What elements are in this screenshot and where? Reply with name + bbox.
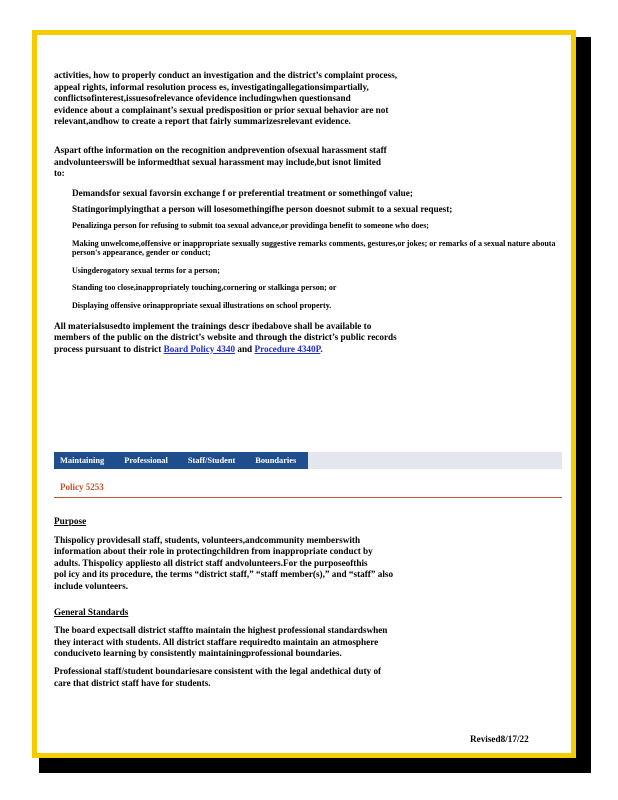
list-item: Demandsfor sexual favorsin exchange f or preferential treatment or somethingof value; [72, 187, 413, 198]
list-item: Displaying offensive orinappropriate sexual illustrations on school property. [72, 300, 332, 310]
apart-line: andvolunteerswill be informedthat sexual harassment may include,but isnot limited [54, 156, 381, 167]
materials-line: All materialsusedto implement the trainings descr ibedabove shall be available to [54, 320, 372, 331]
intro-line: conflictsofinterest,issuesofrelevance ofevidence includingwhen questionsand [54, 93, 351, 104]
and-word: and [237, 343, 253, 354]
intro-line: appeal rights, informal resolution process es, investigatingallegationsimpartially, [54, 81, 369, 92]
section-banner [54, 452, 562, 469]
materials-line: members of the public on the district’s website and through the district’s public records [54, 332, 397, 343]
intro-line: activities, how to properly conduct an investigation and the district’s complaint process, [54, 70, 398, 80]
policy-content [54, 516, 564, 689]
materials-line: process pursuant to district [54, 343, 162, 354]
purpose-line: Thispolicy providesall staff, students, volunteers,andcommunity memberswith [54, 534, 361, 545]
boundaries-line: care that district staff have for students. [54, 677, 211, 688]
training-content [54, 70, 564, 355]
intro-line: relevant,andhow to create a report that fairly summarizesrelevant evidence. [54, 116, 351, 127]
policy-label: Policy 5253 [60, 482, 104, 492]
banner-word: Maintaining [60, 456, 105, 465]
apart-line: Aspart ofthe information on the recognition andprevention ofsexual harassment staff [54, 144, 387, 155]
banner-title [54, 452, 308, 469]
apart-paragraph [54, 145, 564, 180]
materials-paragraph [54, 321, 564, 356]
purpose-line: adults. Thispolicy appliesto all district staff andvolunteers.For the purposeofthis [54, 557, 368, 568]
list-item: Statingorimplyingthat a person will losesomethingifhe person doesnot submit to a sexual request; [72, 204, 453, 215]
general-line: conduciveto learning by consistently maintainingprofessional boundaries. [54, 648, 342, 659]
intro-paragraph [54, 70, 564, 128]
banner-word: Boundaries [255, 456, 297, 465]
purpose-heading: Purpose [54, 516, 87, 526]
list-item: Penalizinga person for refusing to submit toa sexual advance,or providinga benefit to someone who does; [72, 220, 429, 230]
procedure-link[interactable]: Procedure 4340P [254, 343, 321, 354]
list-item: Usingderogatory sexual terms for a person; [72, 265, 220, 275]
banner-word: Staff/Student [187, 456, 236, 465]
purpose-paragraph [54, 535, 564, 593]
revised-date: Revised8/17/22 [470, 734, 529, 744]
general-paragraph [54, 625, 564, 660]
purpose-line: include volunteers. [54, 580, 129, 591]
list-item: Making unwelcome,offensive or inappropriate sexually suggestive remarks comments, gestures,or jokes; or remarks of a sexual nature abouta person's appearance, gender or conduct; [72, 238, 556, 258]
period: . [320, 343, 323, 354]
general-heading: General Standards [54, 606, 129, 617]
boundaries-paragraph [54, 666, 564, 689]
purpose-line: pol icy and its procedure, the terms “district staff,” “staff member(s),” and “staff” also [54, 569, 394, 580]
apart-line: to: [54, 168, 65, 179]
divider [54, 497, 562, 498]
general-line: The board expectsall district staffto maintain the highest professional standardswhen [54, 625, 388, 636]
purpose-line: information about their role in protectingchildren from inappropriate conduct by [54, 546, 373, 557]
intro-line: evidence about a complainant’s sexual predisposition or prior sexual behavior are not [54, 104, 389, 115]
harassment-list [54, 188, 564, 311]
boundaries-line: Professional staff/student boundariesare consistent with the legal andethical duty of [54, 665, 382, 676]
list-item: Standing too close,inappropriately touching,cornering or stalkinga person; or [72, 283, 337, 293]
board-policy-link[interactable]: Board Policy 4340 [163, 343, 236, 354]
banner-word: Professional [124, 456, 168, 465]
general-line: they interact with students. All district staffare requiredto maintain an atmosphere [54, 636, 379, 647]
